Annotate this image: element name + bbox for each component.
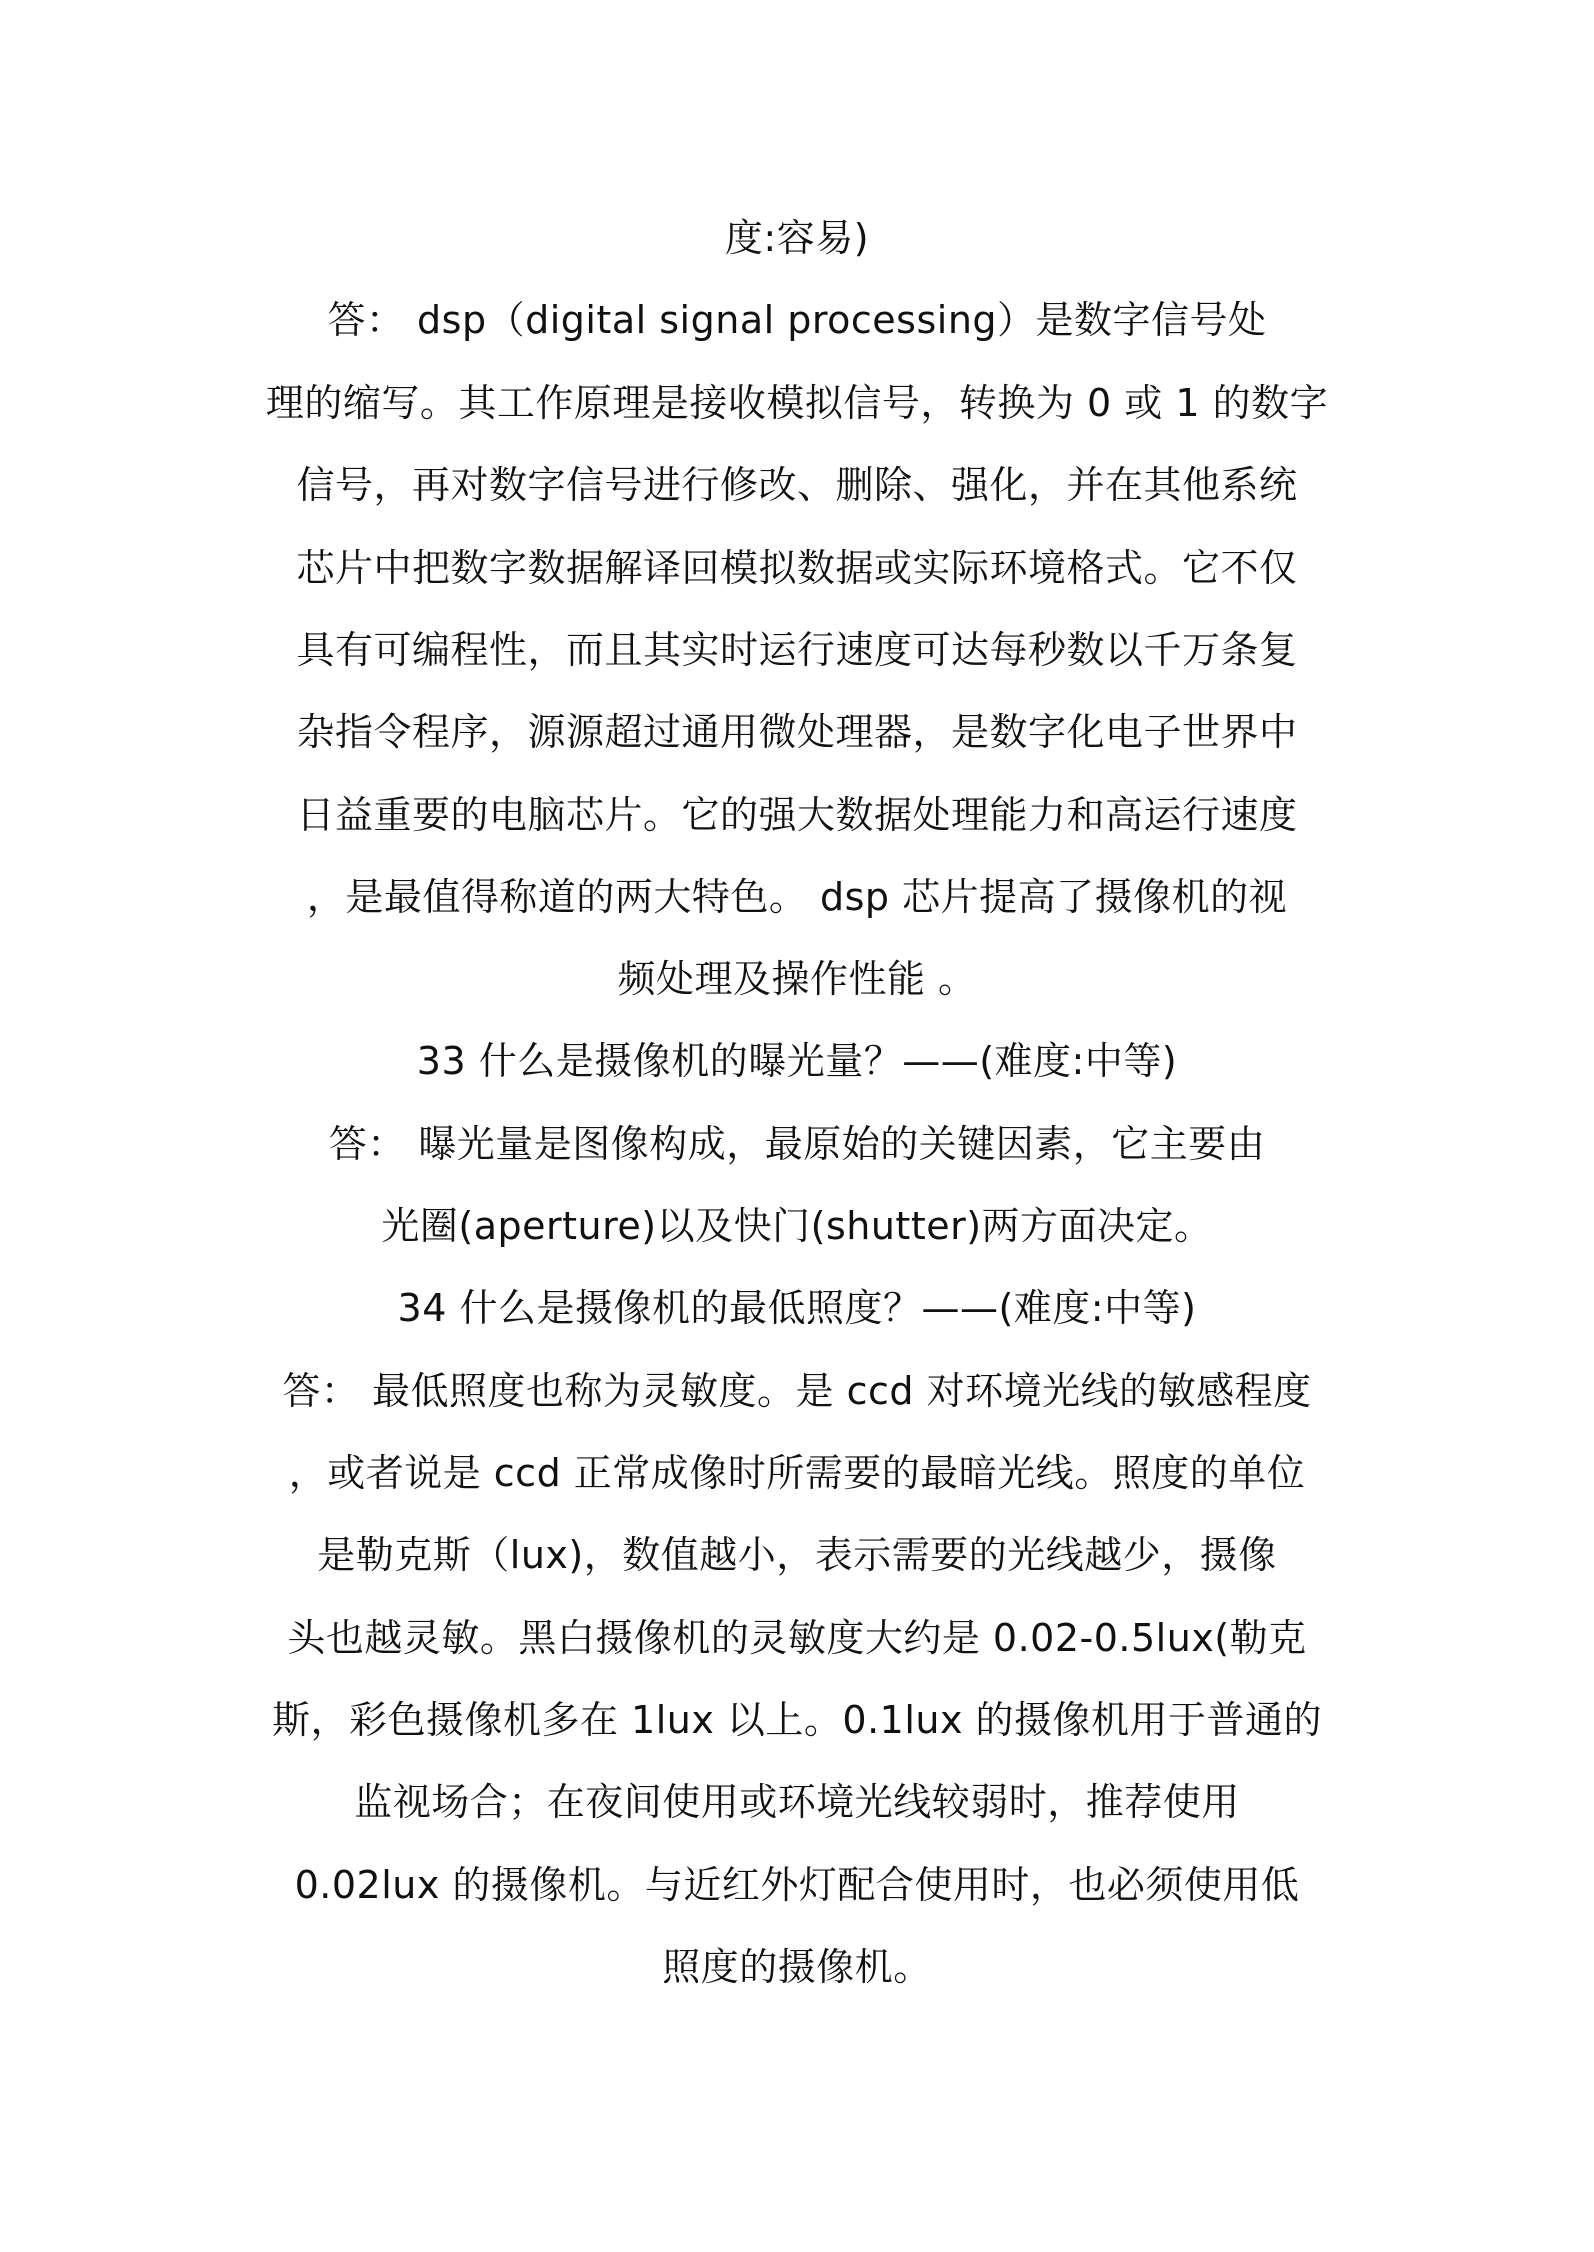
text-line: 斯，彩色摄像机多在 1lux 以上。0.1lux 的摄像机用于普通的: [271, 1698, 1323, 1742]
text-line: ，或者说是 ccd 正常成像时所需要的最暗光线。照度的单位: [288, 1451, 1306, 1495]
text-line: 头也越灵敏。黑白摄像机的灵敏度大约是 0.02-0.5lux(勒克: [287, 1616, 1307, 1660]
text-line: 照度的摄像机。: [662, 1945, 932, 1989]
text-line: 答： 最低照度也称为灵敏度。是 ccd 对环境光线的敏感程度: [282, 1369, 1312, 1413]
text-line: 是勒克斯（lux)，数值越小，表示需要的光线越少，摄像: [317, 1533, 1277, 1577]
text-line: 0.02lux 的摄像机。与近红外灯配合使用时，也必须使用低: [294, 1863, 1300, 1907]
text-line: 芯片中把数字数据解译回模拟数据或实际环境格式。它不仅: [296, 546, 1298, 590]
text-line: 理的缩写。其工作原理是接收模拟信号，转换为 0 或 1 的数字: [265, 381, 1329, 425]
text-line: 日益重要的电脑芯片。它的强大数据处理能力和高运行速度: [296, 793, 1298, 837]
text-line: 光圈(aperture)以及快门(shutter)两方面决定。: [381, 1204, 1213, 1248]
question-heading: 33 什么是摄像机的曝光量？——(难度:中等): [416, 1039, 1178, 1083]
text-line: ，是最值得称道的两大特色。 dsp 芯片提高了摄像机的视: [306, 875, 1288, 919]
text-line: 具有可编程性，而且其实时运行速度可达每秒数以千万条复: [296, 628, 1298, 672]
text-line: 频处理及操作性能 。: [617, 957, 977, 1001]
text-line: 信号，再对数字信号进行修改、删除、强化，并在其他系统: [296, 463, 1298, 507]
text-line: 杂指令程序，源源超过通用微处理器，是数字化电子世界中: [296, 710, 1298, 754]
question-heading: 34 什么是摄像机的最低照度？——(难度:中等): [397, 1286, 1197, 1330]
text-line: 度:容易): [724, 216, 870, 260]
text-line: 监视场合；在夜间使用或环境光线较弱时，推荐使用: [354, 1780, 1240, 1824]
text-line: 答： dsp（digital signal processing）是数字信号处: [327, 298, 1267, 342]
text-line: 答： 曝光量是图像构成，最原始的关键因素，它主要由: [328, 1122, 1266, 1166]
